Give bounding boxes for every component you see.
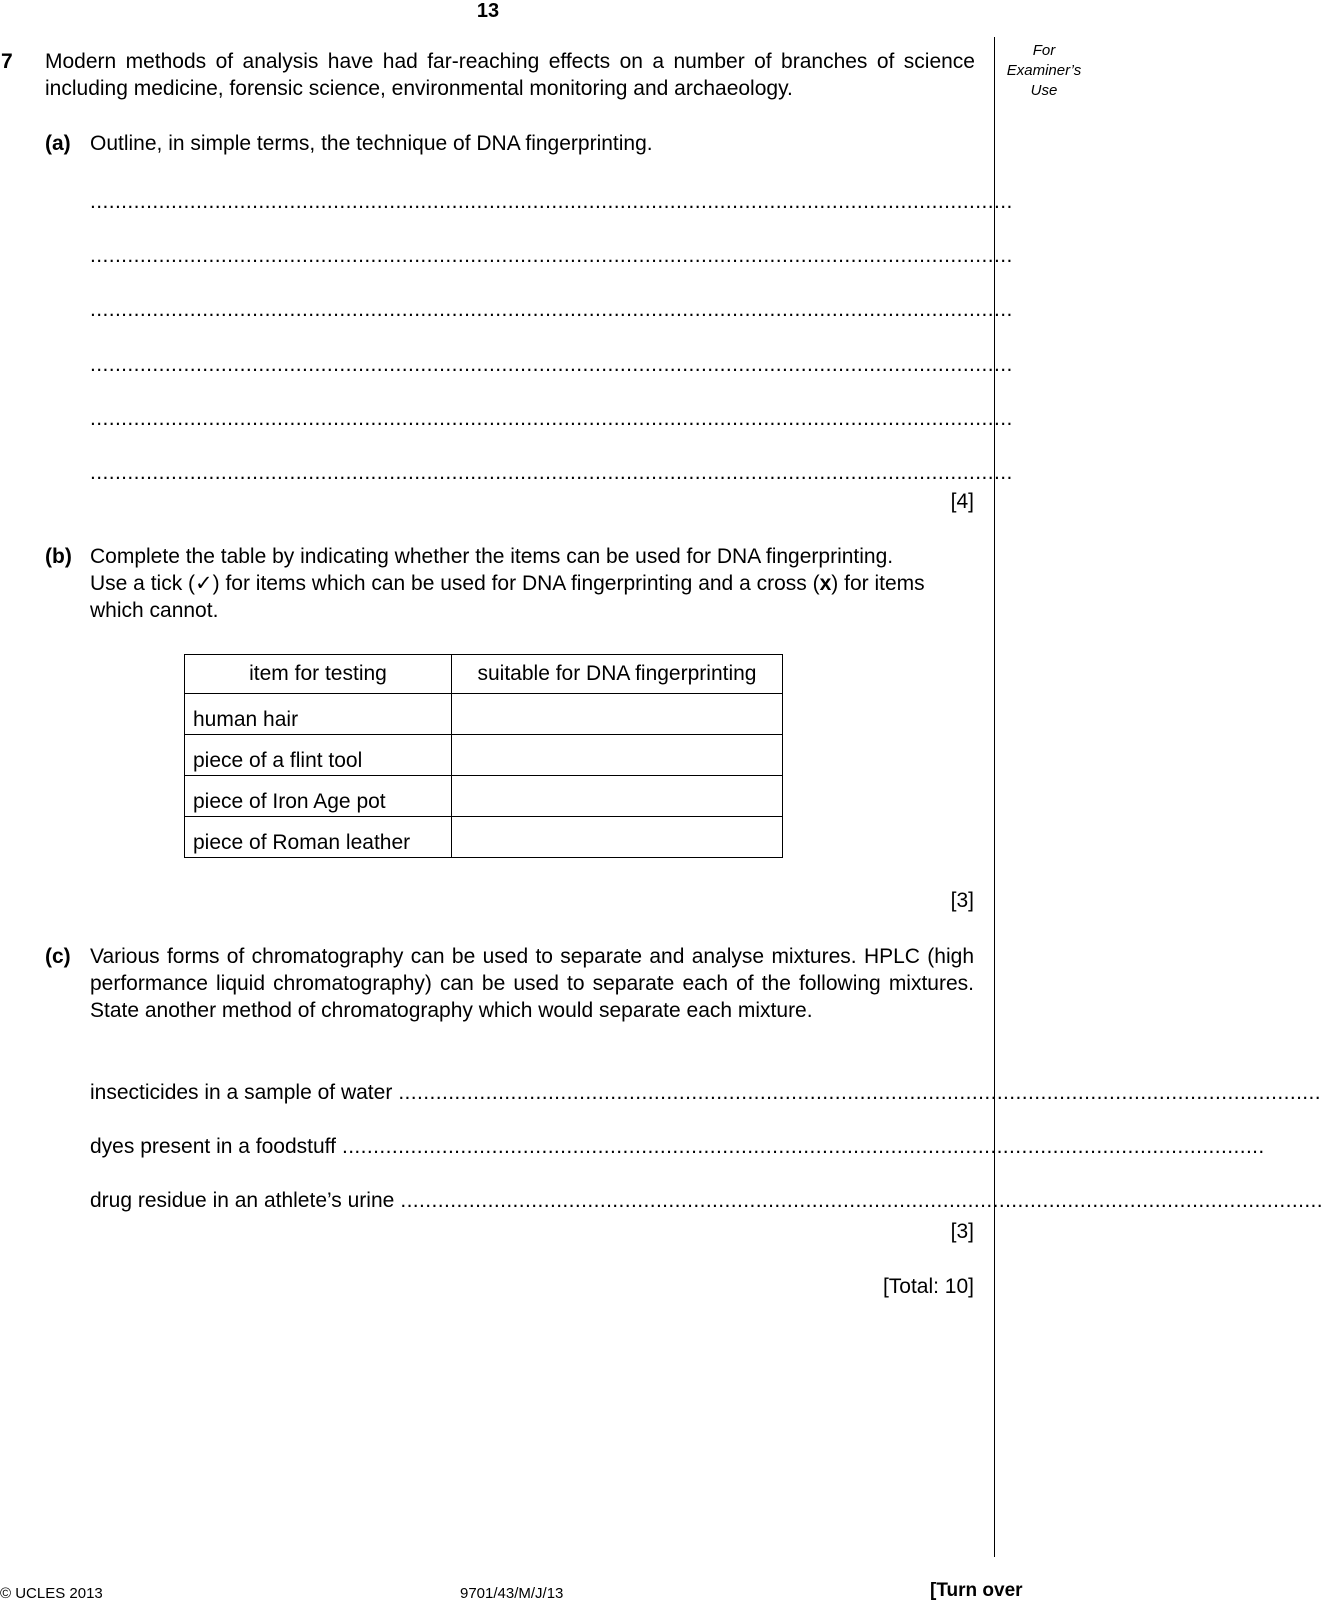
- dna-suitability-table: [184, 654, 783, 858]
- answer-line[interactable]: ....................................................................................................................................................: [398, 1081, 1322, 1104]
- part-b-label: (b): [45, 545, 72, 568]
- page-number: 13: [476, 0, 500, 22]
- table-header-item: item for testing: [185, 655, 452, 694]
- footer-copyright: © UCLES 2013: [0, 1585, 103, 1602]
- answer-line[interactable]: ....................................................................................................................................................: [400, 1189, 1323, 1212]
- table-row: [185, 694, 783, 735]
- mixture-answer-row: [90, 1077, 1322, 1105]
- table-row: [185, 735, 783, 776]
- part-b-instructions: [90, 543, 990, 624]
- table-cell-answer[interactable]: [452, 735, 783, 776]
- part-b-line-2: [90, 570, 990, 597]
- mixture-label: dyes present in a foodstuff: [90, 1135, 336, 1158]
- table-cell-item: human hair: [185, 694, 452, 735]
- cross-symbol: x: [819, 572, 832, 595]
- part-b-marks: [3]: [950, 889, 974, 912]
- question-number: 7: [1, 50, 13, 73]
- table-row: [185, 817, 783, 858]
- mixture-answer-row: [90, 1185, 1323, 1213]
- part-b-text: ) for items: [831, 572, 925, 595]
- answer-line[interactable]: ....................................................................................................................................................: [90, 353, 1013, 376]
- table-cell-answer[interactable]: [452, 694, 783, 735]
- part-b-text: ) for items which can be used for DNA fingerprinting and a cross (: [212, 572, 820, 595]
- part-c-label: (c): [45, 945, 71, 968]
- part-b-text: Use a tick (: [90, 572, 196, 595]
- total-marks: [Total: 10]: [882, 1275, 974, 1298]
- footer-turn-over: [Turn over: [930, 1580, 1023, 1601]
- mixture-label: drug residue in an athlete’s urine: [90, 1189, 395, 1212]
- examiner-label-line-2: Examiner’s: [1006, 62, 1082, 79]
- table-cell-answer[interactable]: [452, 776, 783, 817]
- table-row: [185, 776, 783, 817]
- table-header-row: [185, 655, 783, 694]
- part-b-line-3: which cannot.: [90, 599, 219, 622]
- answer-line[interactable]: ....................................................................................................................................................: [90, 461, 1013, 484]
- answer-line[interactable]: ....................................................................................................................................................: [341, 1135, 1265, 1158]
- answer-line[interactable]: ....................................................................................................................................................: [90, 190, 1013, 213]
- examiner-label-line-1: For: [1032, 42, 1056, 59]
- table-cell-item: piece of Iron Age pot: [185, 776, 452, 817]
- table-header-suitable: suitable for DNA fingerprinting: [452, 655, 783, 694]
- part-a-marks: [4]: [950, 490, 974, 513]
- part-b-line-1: Complete the table by indicating whether the items can be used for DNA fingerprinting.: [90, 545, 894, 568]
- footer-paper-code: 9701/43/M/J/13: [460, 1585, 564, 1602]
- part-c-marks: [3]: [950, 1220, 974, 1243]
- table-cell-item: piece of a flint tool: [185, 735, 452, 776]
- question-intro: Modern methods of analysis have had far-reaching effects on a number of branches of science including medicine, forensic science, environmental monitoring and archaeology.: [45, 50, 975, 100]
- table-cell-answer[interactable]: [452, 817, 783, 858]
- answer-line[interactable]: ....................................................................................................................................................: [90, 407, 1013, 430]
- part-a-prompt: Outline, in simple terms, the technique of DNA fingerprinting.: [90, 132, 653, 155]
- examiner-use-label: [998, 41, 1090, 101]
- mixture-label: insecticides in a sample of water: [90, 1081, 393, 1104]
- answer-line[interactable]: ....................................................................................................................................................: [90, 244, 1013, 267]
- examiner-label-line-3: Use: [1030, 82, 1058, 99]
- mixture-answer-row: [90, 1131, 1265, 1159]
- part-c-prompt: Various forms of chromatography can be used to separate and analyse mixtures. HPLC (high performance liquid chromatography) can be used to separate each of the following mixtures. State another method of chromatography which would separate each mixture.: [90, 945, 974, 1022]
- table-cell-item: piece of Roman leather: [185, 817, 452, 858]
- answer-line[interactable]: ....................................................................................................................................................: [90, 298, 1013, 321]
- tick-symbol: ✓: [195, 572, 213, 595]
- part-a-label: (a): [45, 132, 71, 155]
